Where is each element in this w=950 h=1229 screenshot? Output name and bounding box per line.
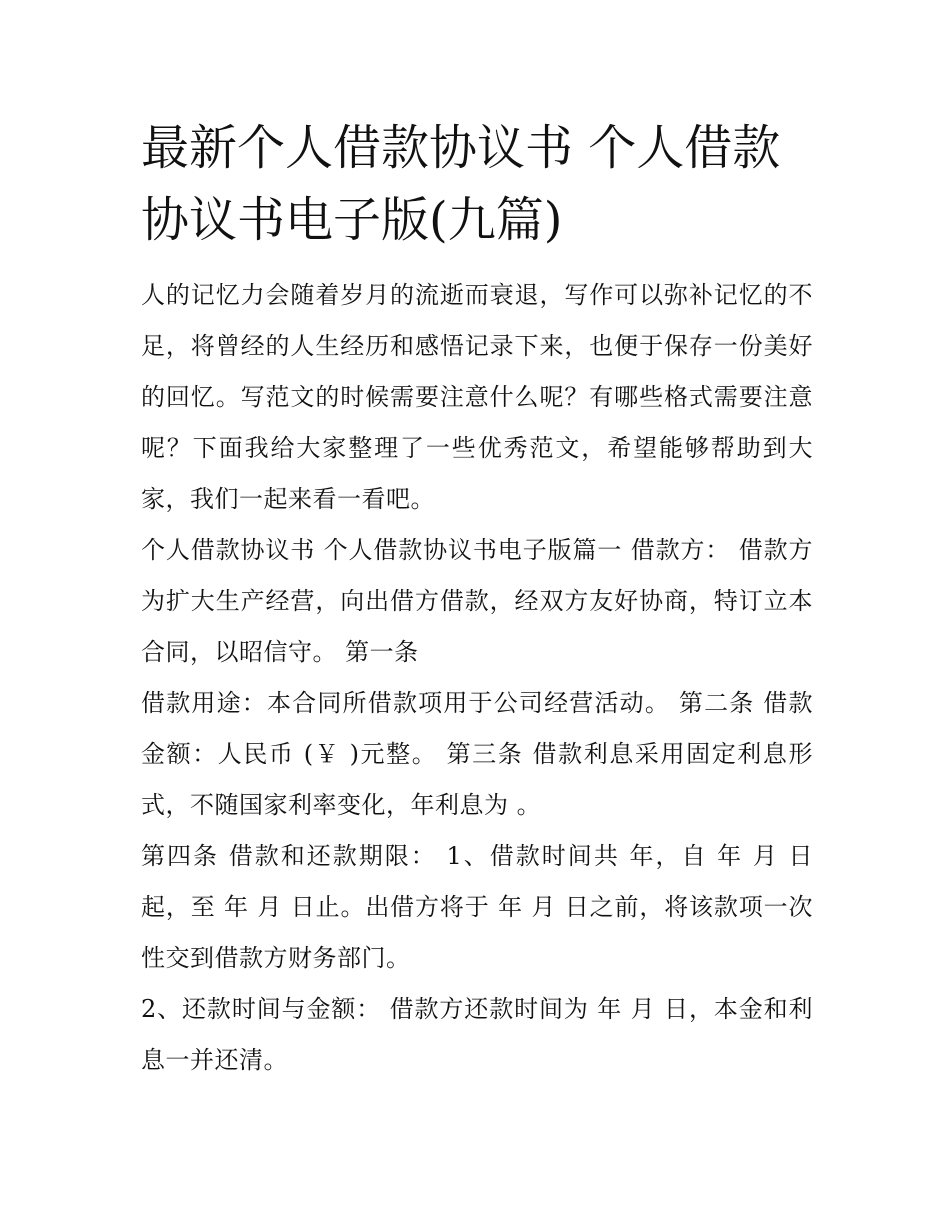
paragraph-article-four: 第四条 借款和还款期限： 1、借款时间共 年，自 年 月 日起，至 年 月 日止。出借方将于 年 月 日之前，将该款项一次性交到借款方财务部门。 bbox=[141, 842, 813, 972]
paragraph-intro: 人的记忆力会随着岁月的流逝而衰退，写作可以弥补记忆的不足，将曾经的人生经历和感悟记录下来，也便于保存一份美好的回忆。写范文的时候需要注意什么呢？有哪些格式需要注意呢？下面我给大家整理了一些优秀范文，希望能够帮助到大家，我们一起来看一看吧。 bbox=[141, 281, 813, 513]
paragraph-repayment: 2、还款时间与金额： 借款方还款时间为 年 月 日，本金和利息一并还清。 bbox=[141, 995, 813, 1074]
document-body bbox=[141, 112, 813, 1086]
paragraph-chapter-one: 个人借款协议书 个人借款协议书电子版篇一 借款方： 借款方为扩大生产经营，向出借方借款，经双方友好协商，特订立本合同，以昭信守。 第一条 bbox=[141, 536, 813, 666]
document-title: 最新个人借款协议书 个人借款协议书电子版(九篇) bbox=[141, 120, 781, 248]
paragraph-article-purpose: 借款用途：本合同所借款项用于公司经营活动。 第二条 借款金额：人民币 (￥ )元整。 第三条 借款利息采用固定利息形式，不随国家利率变化，年利息为 。 bbox=[141, 689, 813, 819]
